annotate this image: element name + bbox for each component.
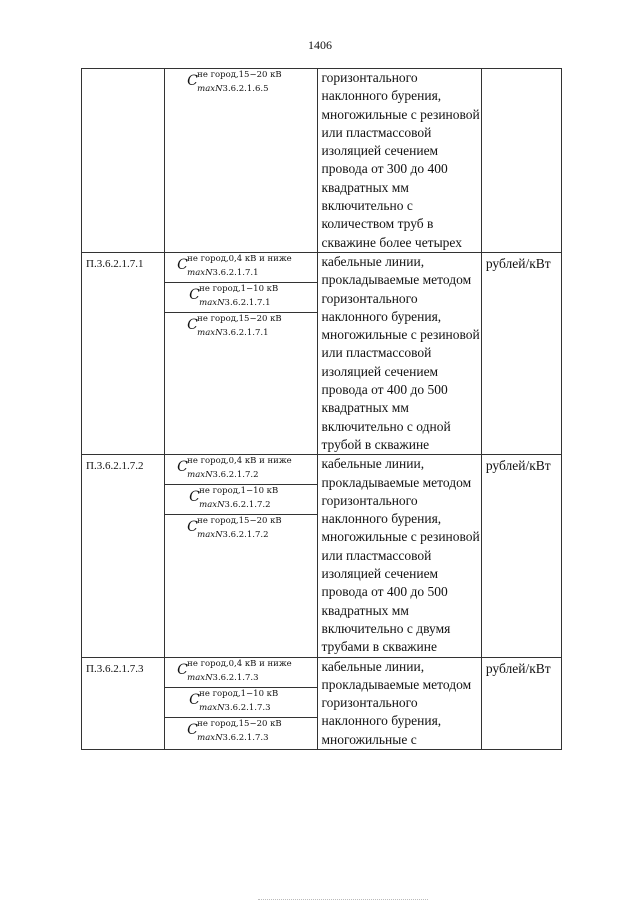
formula-subscript-prefix: maxN xyxy=(197,530,223,541)
rate-formula xyxy=(165,515,317,544)
formula-superscript: не город,15−20 кВ xyxy=(197,313,282,324)
row-unit xyxy=(482,69,561,72)
table-row xyxy=(82,657,562,749)
formula-cell xyxy=(165,283,317,313)
formula-subscript xyxy=(199,703,270,713)
formula-column-cell xyxy=(165,252,318,454)
formula-subscript-prefix: maxN xyxy=(199,500,225,511)
formula-column-cell xyxy=(165,657,318,749)
formula-cell xyxy=(165,313,317,342)
formula-subscript-suffix: 3.6.2.1.6.5 xyxy=(222,84,269,94)
row-unit: рублей/кВт xyxy=(485,660,551,676)
row-unit: рублей/кВт xyxy=(485,255,551,271)
formula-superscript: не город,1−10 кВ xyxy=(199,486,279,497)
unit-cell xyxy=(481,657,561,749)
row-description: горизонтального наклонного бурения, многожильные с резиновой или пластмассовой изоляцией сечением провода от 300 до 400 квадратных мм включительно с количеством труб в скважине более четырех xyxy=(321,70,480,250)
formula-cell xyxy=(165,718,317,747)
formula-cell xyxy=(165,253,317,283)
description-cell xyxy=(318,455,481,657)
formula-superscript: не город,0,4 кВ и ниже xyxy=(187,658,292,669)
formula-cell xyxy=(165,485,317,515)
tariff-table-body xyxy=(82,69,562,750)
rate-formula xyxy=(165,688,317,717)
row-code-cell xyxy=(82,69,165,253)
row-code-cell xyxy=(82,657,165,749)
formula-symbol: C xyxy=(177,459,188,476)
formula-subscript-prefix: maxN xyxy=(187,672,213,683)
formula-subscript xyxy=(197,530,268,540)
formula-symbol: C xyxy=(189,286,200,303)
formula-subscript xyxy=(197,84,268,94)
formula-subscript-suffix: 3.6.2.1.7.1 xyxy=(224,297,271,308)
formula-subscript xyxy=(199,298,270,308)
formula-subscript-suffix: 3.6.2.1.7.1 xyxy=(212,267,259,278)
row-code: П.3.6.2.1.7.1 xyxy=(86,257,144,270)
tariff-table xyxy=(81,68,562,750)
rate-formula xyxy=(165,283,317,312)
formula-superscript: не город,0,4 кВ и ниже xyxy=(187,253,292,264)
row-description: кабельные линии, прокладываемые методом горизонтального наклонного бурения, многожильные с резиновой или пластмассовой изоляцией сечением провода от 400 до 500 квадратных мм включительно с двумя трубами в скважине xyxy=(321,456,480,655)
row-unit: рублей/кВт xyxy=(485,458,551,474)
formula-subscript-suffix: 3.6.2.1.7.2 xyxy=(212,470,259,481)
formula-subscript xyxy=(187,673,258,683)
rate-formula xyxy=(175,69,327,98)
formula-subscript-prefix: maxN xyxy=(187,470,213,481)
formula-subscript-prefix: maxN xyxy=(199,702,225,713)
formula-subscript-suffix: 3.6.2.1.7.2 xyxy=(224,500,271,511)
formula-cell xyxy=(165,515,317,544)
description-cell xyxy=(318,69,481,253)
scan-artifact-line xyxy=(258,899,428,901)
formula-superscript: не город,1−10 кВ xyxy=(199,283,279,294)
table-row xyxy=(82,455,562,657)
formula-column-cell xyxy=(165,455,318,657)
formula-subscript-suffix: 3.6.2.1.7.3 xyxy=(224,702,271,713)
formula-subscript-prefix: maxN xyxy=(197,84,223,94)
formula-subscript xyxy=(187,470,258,480)
formula-subscript xyxy=(197,733,268,743)
rate-formula xyxy=(165,253,317,282)
table-row xyxy=(82,69,562,253)
unit-cell xyxy=(481,455,561,657)
row-description: кабельные линии, прокладываемые методом горизонтального наклонного бурения, многожильные с резиновой или пластмассовой изоляцией сечением провода от 400 до 500 квадратных мм включительно с одной трубой в скважине xyxy=(321,253,480,452)
table-row xyxy=(82,252,562,454)
formula-cell xyxy=(165,658,317,688)
row-code: П.3.6.2.1.7.2 xyxy=(86,460,144,473)
formula-superscript: не город,15−20 кВ xyxy=(197,718,282,729)
formula-symbol: C xyxy=(189,691,200,708)
unit-cell xyxy=(481,69,561,253)
row-description: кабельные линии, прокладываемые методом горизонтального наклонного бурения, многожильные с xyxy=(321,658,472,747)
unit-cell xyxy=(481,252,561,454)
formula-subscript-suffix: 3.6.2.1.7.2 xyxy=(222,530,269,541)
formula-superscript: не город,15−20 кВ xyxy=(197,516,282,527)
formula-subscript-prefix: maxN xyxy=(197,732,223,743)
row-code xyxy=(82,69,164,74)
page-number: 1406 xyxy=(308,38,332,52)
description-cell xyxy=(318,252,481,454)
formula-subscript-suffix: 3.6.2.1.7.3 xyxy=(222,732,269,743)
formula-symbol: C xyxy=(177,256,188,273)
rate-formula xyxy=(165,455,317,484)
formula-subscript-prefix: maxN xyxy=(187,267,213,278)
formula-symbol: C xyxy=(187,519,198,536)
rate-formula xyxy=(165,658,317,687)
rate-formula xyxy=(165,313,317,342)
formula-subscript-prefix: maxN xyxy=(199,297,225,308)
description-cell xyxy=(318,657,481,749)
row-code-cell xyxy=(82,455,165,657)
formula-subscript-suffix: 3.6.2.1.7.3 xyxy=(212,672,259,683)
formula-symbol: C xyxy=(189,489,200,506)
formula-symbol: C xyxy=(187,721,198,738)
formula-subscript xyxy=(199,500,270,510)
rate-formula xyxy=(165,718,317,747)
formula-symbol: C xyxy=(177,661,188,678)
formula-subscript xyxy=(187,268,258,278)
formula-symbol: C xyxy=(187,73,198,89)
formula-cell xyxy=(165,455,317,485)
formula-column-cell xyxy=(165,69,318,253)
formula-subscript-prefix: maxN xyxy=(197,327,223,338)
formula-symbol: C xyxy=(187,316,198,333)
formula-superscript: не город,1−10 кВ xyxy=(199,688,279,699)
formula-cell xyxy=(165,69,317,98)
formula-superscript: не город,0,4 кВ и ниже xyxy=(187,456,292,467)
formula-subscript xyxy=(197,328,268,338)
row-code-cell xyxy=(82,252,165,454)
rate-formula xyxy=(165,485,317,514)
formula-subscript-suffix: 3.6.2.1.7.1 xyxy=(222,327,269,338)
formula-superscript: не город,15−20 кВ xyxy=(197,70,282,80)
formula-cell xyxy=(165,688,317,718)
row-code: П.3.6.2.1.7.3 xyxy=(86,662,144,675)
